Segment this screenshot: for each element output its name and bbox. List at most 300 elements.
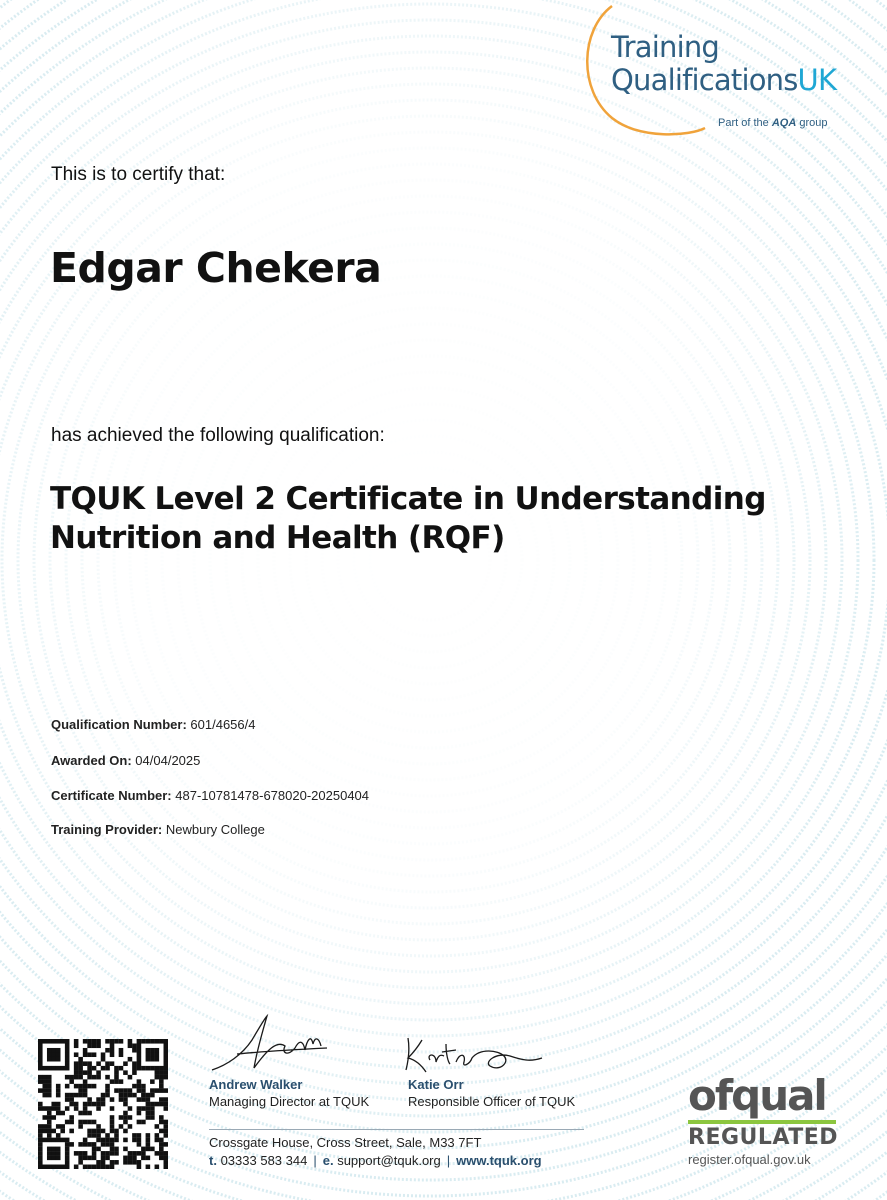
qr-module: [164, 1129, 168, 1134]
qr-module: [47, 1120, 52, 1125]
qr-module: [60, 1138, 65, 1143]
qr-module: [159, 1138, 164, 1143]
qr-module: [132, 1084, 137, 1089]
qr-module: [56, 1052, 61, 1057]
qr-module: [87, 1070, 92, 1075]
qr-module: [105, 1084, 110, 1089]
qr-module: [92, 1052, 97, 1057]
qr-module: [159, 1084, 164, 1089]
qr-module: [56, 1124, 61, 1129]
email-link[interactable]: support@tquk.org: [337, 1153, 441, 1168]
achieved-text: has achieved the following qualification:: [51, 425, 385, 446]
qr-module: [78, 1160, 83, 1165]
qr-module: [114, 1075, 119, 1080]
qr-module: [47, 1048, 52, 1053]
qr-module: [110, 1043, 115, 1048]
aqa-logo: AQA: [771, 117, 797, 129]
qr-module: [164, 1142, 168, 1147]
qr-module: [110, 1061, 115, 1066]
qr-module: [128, 1057, 133, 1062]
phone-number[interactable]: 03333 583 344: [220, 1153, 308, 1168]
qr-module: [132, 1156, 137, 1161]
qr-module: [150, 1079, 155, 1084]
training-provider-row: [51, 822, 265, 837]
qr-module: [83, 1093, 88, 1098]
website-link[interactable]: www.tquk.org: [456, 1153, 542, 1168]
qr-module: [155, 1102, 160, 1107]
qr-module: [92, 1129, 97, 1134]
qr-module: [137, 1142, 142, 1147]
qr-module: [114, 1088, 119, 1093]
qr-module: [65, 1048, 70, 1053]
qr-module: [47, 1156, 52, 1161]
qr-module: [150, 1088, 155, 1093]
qr-module: [164, 1151, 168, 1156]
qr-module: [38, 1142, 43, 1147]
qr-module: [42, 1039, 47, 1044]
qr-module: [65, 1093, 70, 1098]
qr-module: [137, 1057, 142, 1062]
qr-module: [164, 1075, 168, 1080]
qr-module: [141, 1156, 146, 1161]
qr-module: [78, 1070, 83, 1075]
qr-module: [119, 1097, 124, 1102]
qr-module: [92, 1165, 97, 1169]
qr-module: [123, 1088, 128, 1093]
qr-module: [65, 1142, 70, 1147]
qr-module: [119, 1079, 124, 1084]
qr-module: [159, 1129, 164, 1134]
qr-module: [159, 1156, 164, 1161]
qr-module: [69, 1079, 74, 1084]
qr-module: [150, 1039, 155, 1044]
qr-module: [51, 1151, 56, 1156]
qr-module: [105, 1093, 110, 1098]
qr-module: [101, 1156, 106, 1161]
email-key: e.: [322, 1153, 334, 1168]
qr-module: [78, 1156, 83, 1161]
qr-module: [159, 1120, 164, 1125]
qr-module: [101, 1129, 106, 1134]
qr-module: [141, 1093, 146, 1098]
qr-module: [146, 1039, 151, 1044]
qr-module: [110, 1097, 115, 1102]
qr-module: [155, 1052, 160, 1057]
qr-module: [74, 1066, 79, 1071]
qr-module: [69, 1142, 74, 1147]
qr-module: [159, 1115, 164, 1120]
qr-module: [92, 1120, 97, 1125]
qr-module: [51, 1039, 56, 1044]
qr-module: [60, 1066, 65, 1071]
qr-module: [92, 1156, 97, 1161]
qr-module: [164, 1102, 168, 1107]
qr-module: [141, 1147, 146, 1152]
qr-module: [159, 1079, 164, 1084]
qr-module: [60, 1124, 65, 1129]
qr-module: [47, 1088, 52, 1093]
qr-module: [110, 1138, 115, 1143]
qr-module: [87, 1129, 92, 1134]
qr-module: [128, 1160, 133, 1165]
qr-module: [56, 1093, 61, 1098]
qr-module: [74, 1043, 79, 1048]
qr-module: [56, 1138, 61, 1143]
qr-module: [146, 1156, 151, 1161]
footer-address: Crossgate House, Cross Street, Sale, M33 7FT: [209, 1135, 482, 1150]
qr-module: [101, 1165, 106, 1169]
qr-module: [119, 1088, 124, 1093]
qr-module: [47, 1039, 52, 1044]
qr-module: [60, 1111, 65, 1116]
qr-module: [74, 1102, 79, 1107]
qualification-title: [50, 480, 850, 558]
qr-module: [65, 1061, 70, 1066]
qr-module: [92, 1142, 97, 1147]
qr-module: [150, 1147, 155, 1152]
qr-module: [96, 1075, 101, 1080]
qr-module: [137, 1160, 142, 1165]
qr-module: [78, 1124, 83, 1129]
qr-module: [38, 1079, 43, 1084]
qr-module: [132, 1061, 137, 1066]
qr-module: [83, 1079, 88, 1084]
qr-module: [51, 1057, 56, 1062]
qr-module: [105, 1039, 110, 1044]
qr-module: [83, 1142, 88, 1147]
qr-module: [83, 1061, 88, 1066]
qr-module: [87, 1156, 92, 1161]
qr-module: [150, 1048, 155, 1053]
qr-module: [74, 1039, 79, 1044]
detail-value: 601/4656/4: [190, 717, 256, 732]
logo-line1: Training: [611, 30, 720, 64]
qr-module: [150, 1115, 155, 1120]
qr-module: [87, 1097, 92, 1102]
qr-module: [65, 1057, 70, 1062]
qr-module: [83, 1070, 88, 1075]
qr-module: [69, 1115, 74, 1120]
qr-module: [159, 1088, 164, 1093]
qr-module: [56, 1147, 61, 1152]
qr-module: [150, 1111, 155, 1116]
qr-module: [123, 1160, 128, 1165]
qr-module: [87, 1075, 92, 1080]
andrew-walker-signature: [207, 1010, 337, 1078]
qr-module: [146, 1048, 151, 1053]
qr-module: [74, 1075, 79, 1080]
qr-module: [65, 1165, 70, 1169]
detail-label: Awarded On:: [51, 753, 132, 768]
qr-module: [78, 1151, 83, 1156]
qr-module: [38, 1075, 43, 1080]
qr-module: [128, 1115, 133, 1120]
qr-module: [119, 1115, 124, 1120]
detail-label: Training Provider:: [51, 822, 163, 837]
qr-module: [119, 1093, 124, 1098]
qr-module: [38, 1066, 43, 1071]
qr-module: [101, 1052, 106, 1057]
qr-module: [51, 1138, 56, 1143]
qr-module: [137, 1097, 142, 1102]
qr-module: [164, 1097, 168, 1102]
qr-module: [101, 1066, 106, 1071]
qr-module: [65, 1138, 70, 1143]
logo-text-uk: UK: [797, 63, 837, 97]
certificate-number-row: [51, 788, 369, 803]
qr-module: [74, 1061, 79, 1066]
qr-module: [105, 1088, 110, 1093]
qr-module: [92, 1043, 97, 1048]
qr-module: [83, 1106, 88, 1111]
qr-module: [74, 1070, 79, 1075]
qr-module: [78, 1111, 83, 1116]
qr-module: [51, 1115, 56, 1120]
qr-module: [110, 1115, 115, 1120]
qr-module: [105, 1151, 110, 1156]
qr-module: [87, 1120, 92, 1125]
qr-module: [105, 1165, 110, 1169]
qr-module: [78, 1088, 83, 1093]
qr-module: [141, 1088, 146, 1093]
qr-module: [114, 1160, 119, 1165]
qr-module: [47, 1079, 52, 1084]
detail-value: Newbury College: [165, 822, 265, 837]
qr-module: [87, 1165, 92, 1169]
qr-module: [92, 1084, 97, 1089]
qr-module: [123, 1102, 128, 1107]
qr-code[interactable]: [38, 1039, 168, 1169]
qr-module: [146, 1106, 151, 1111]
qr-module: [164, 1052, 168, 1057]
qr-module: [119, 1052, 124, 1057]
qr-module: [56, 1084, 61, 1089]
qr-module: [132, 1160, 137, 1165]
qr-module: [141, 1120, 146, 1125]
qr-module: [164, 1165, 168, 1169]
qr-module: [56, 1106, 61, 1111]
qr-module: [146, 1052, 151, 1057]
qr-module: [101, 1097, 106, 1102]
qr-module: [56, 1039, 61, 1044]
qr-module: [83, 1052, 88, 1057]
qr-module: [96, 1106, 101, 1111]
ofqual-register-link[interactable]: register.ofqual.gov.uk: [688, 1152, 811, 1167]
qr-module: [96, 1165, 101, 1169]
qr-module: [92, 1133, 97, 1138]
qr-module: [137, 1052, 142, 1057]
qr-module: [137, 1066, 142, 1071]
qr-module: [141, 1039, 146, 1044]
qr-module: [101, 1142, 106, 1147]
qr-module: [38, 1151, 43, 1156]
qr-module: [87, 1066, 92, 1071]
qr-module: [96, 1102, 101, 1107]
qr-module: [150, 1057, 155, 1062]
qr-module: [146, 1138, 151, 1143]
qr-module: [150, 1102, 155, 1107]
qr-module: [155, 1057, 160, 1062]
qr-module: [78, 1142, 83, 1147]
detail-value: 04/04/2025: [135, 753, 201, 768]
qr-module: [132, 1043, 137, 1048]
qr-module: [83, 1120, 88, 1125]
qr-module: [159, 1142, 164, 1147]
qr-module: [141, 1151, 146, 1156]
qr-module: [65, 1151, 70, 1156]
qr-module: [159, 1147, 164, 1152]
qr-module: [87, 1142, 92, 1147]
qr-module: [164, 1043, 168, 1048]
logo-sub-prefix: Part of the: [718, 117, 769, 129]
qr-module: [155, 1039, 160, 1044]
qr-module: [56, 1156, 61, 1161]
signatory-role: Managing Director at TQUK: [209, 1094, 370, 1109]
qr-module: [146, 1066, 151, 1071]
qr-module: [47, 1147, 52, 1152]
qr-module: [132, 1066, 137, 1071]
detail-value: 487-10781478-678020-20250404: [175, 788, 370, 803]
qr-module: [123, 1097, 128, 1102]
qr-module: [96, 1147, 101, 1152]
qr-module: [60, 1165, 65, 1169]
qr-module: [123, 1093, 128, 1098]
qr-module: [65, 1039, 70, 1044]
separator: |: [446, 1153, 451, 1168]
qr-module: [105, 1066, 110, 1071]
qr-module: [60, 1039, 65, 1044]
qr-module: [137, 1079, 142, 1084]
qr-module: [164, 1120, 168, 1125]
qr-module: [92, 1147, 97, 1152]
qr-module: [56, 1057, 61, 1062]
qr-module: [123, 1111, 128, 1116]
qr-module: [42, 1093, 47, 1098]
qr-module: [65, 1160, 70, 1165]
qr-module: [164, 1061, 168, 1066]
qr-module: [78, 1093, 83, 1098]
qr-module: [164, 1088, 168, 1093]
qr-module: [155, 1165, 160, 1169]
qr-module: [69, 1129, 74, 1134]
qr-module: [96, 1070, 101, 1075]
qr-module: [119, 1048, 124, 1053]
qr-module: [101, 1102, 106, 1107]
qr-module: [42, 1088, 47, 1093]
qr-module: [56, 1088, 61, 1093]
qr-module: [69, 1075, 74, 1080]
qr-module: [164, 1106, 168, 1111]
qr-module: [114, 1129, 119, 1134]
qr-module: [83, 1151, 88, 1156]
qr-module: [128, 1039, 133, 1044]
qr-module: [146, 1111, 151, 1116]
qr-module: [128, 1151, 133, 1156]
qr-module: [83, 1111, 88, 1116]
qr-module: [164, 1124, 168, 1129]
qr-module: [101, 1151, 106, 1156]
qr-module: [110, 1079, 115, 1084]
qr-module: [65, 1147, 70, 1152]
qr-module: [87, 1133, 92, 1138]
qr-module: [69, 1120, 74, 1125]
qr-module: [51, 1052, 56, 1057]
qr-module: [38, 1052, 43, 1057]
qr-module: [155, 1151, 160, 1156]
qr-module: [110, 1124, 115, 1129]
recipient-name: Edgar Chekera: [50, 244, 382, 292]
qr-module: [78, 1120, 83, 1125]
footer-contact: [209, 1153, 542, 1168]
qr-module: [56, 1066, 61, 1071]
qr-module: [159, 1070, 164, 1075]
qr-module: [105, 1048, 110, 1053]
qr-module: [155, 1133, 160, 1138]
qr-module: [78, 1084, 83, 1089]
qualification-number-row: [51, 717, 256, 732]
qr-module: [146, 1142, 151, 1147]
qr-module: [141, 1097, 146, 1102]
ofqual-accent-bar: [688, 1120, 836, 1124]
qr-module: [56, 1048, 61, 1053]
qr-module: [60, 1129, 65, 1134]
awarded-on-row: [51, 753, 200, 768]
qr-module: [105, 1075, 110, 1080]
qr-module: [42, 1079, 47, 1084]
qr-module: [65, 1120, 70, 1125]
qr-module: [83, 1084, 88, 1089]
qr-module: [51, 1106, 56, 1111]
qr-module: [47, 1124, 52, 1129]
qr-module: [42, 1066, 47, 1071]
qr-module: [38, 1133, 43, 1138]
qr-module: [150, 1106, 155, 1111]
qr-module: [38, 1138, 43, 1143]
qr-module: [114, 1151, 119, 1156]
qr-module: [83, 1039, 88, 1044]
qr-module: [114, 1147, 119, 1152]
qr-module: [38, 1165, 43, 1169]
qr-module: [56, 1102, 61, 1107]
qr-module: [164, 1066, 168, 1071]
qr-module: [74, 1106, 79, 1111]
qr-module: [110, 1160, 115, 1165]
qr-module: [78, 1057, 83, 1062]
qr-module: [87, 1043, 92, 1048]
qr-module: [105, 1142, 110, 1147]
qr-module: [137, 1106, 142, 1111]
qr-module: [150, 1052, 155, 1057]
qr-module: [155, 1048, 160, 1053]
qr-module: [159, 1066, 164, 1071]
qr-module: [164, 1160, 168, 1165]
qr-module: [105, 1133, 110, 1138]
qr-module: [128, 1093, 133, 1098]
qr-module: [123, 1061, 128, 1066]
qr-module: [123, 1156, 128, 1161]
qr-module: [101, 1057, 106, 1062]
qr-module: [65, 1097, 70, 1102]
qr-module: [146, 1115, 151, 1120]
qr-module: [56, 1111, 61, 1116]
qr-module: [47, 1066, 52, 1071]
qr-module: [47, 1151, 52, 1156]
qr-module: [92, 1151, 97, 1156]
qr-module: [65, 1075, 70, 1080]
qr-module: [65, 1084, 70, 1089]
qr-module: [146, 1147, 151, 1152]
logo-text-main: Qualifications: [611, 63, 798, 97]
